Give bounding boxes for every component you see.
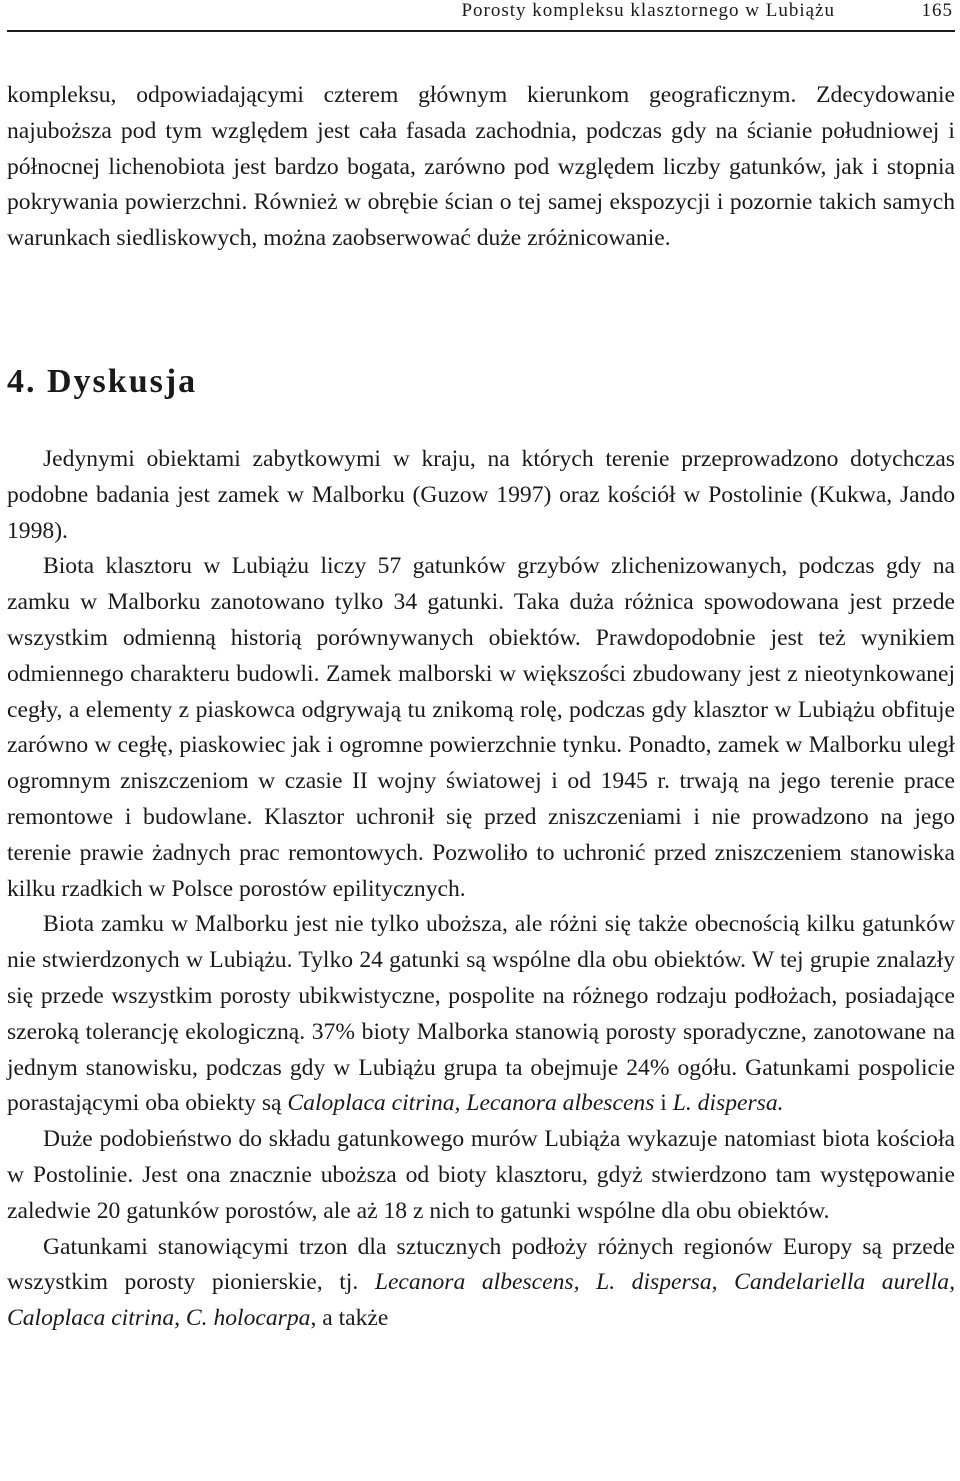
- species-names-c: Lecanora albescens, L. dispersa, Candelariella aurella, Caloplaca citrina, C. holocarpa: [7, 1269, 955, 1332]
- intro-paragraph: kompleksu, odpowiadającymi czterem głównym kierunkom geograficznym. Zdecydowanie najuboższa pod tym względem jest cała fasada zachodnia, podczas gdy na ścianie południowej i północnej lichenobiota jest bardzo bogata, zarówno pod względem liczby gatunków, jak i stopnia pokrywania powierzchni. Również w obrębie ścian o tej samej ekspozycji i pozornie takich samych warunkach siedliskowych, można zaobserwować duże zróżnicowanie.: [7, 82, 955, 252]
- paragraph-3-conj: i: [654, 1090, 673, 1117]
- paragraph-4: Duże podobieństwo do składu gatunkowego murów Lubiąża wykazuje natomiast biota kościoła w Postolinie. Jest ona znacznie uboższa od bioty klasztoru, gdyż stwierdzono tam występowanie zaledwie 20 gatunków porostów, ale aż 18 z nich to gatunki wspólne dla obu obiektów.: [7, 1126, 955, 1224]
- page-number: 165: [921, 0, 953, 21]
- discussion-body: [7, 442, 955, 1337]
- paragraph-1: Jedynymi obiektami zabytkowymi w kraju, na których terenie przeprowadzono dotychczas podobne badania jest zamek w Malborku (Guzow 1997) oraz kościół w Postolinie (Kukwa, Jando 1998).: [7, 446, 955, 544]
- species-names-a: Caloplaca citrina, Lecanora albescens: [287, 1090, 655, 1117]
- running-title: Porosty kompleksu klasztornego w Lubiążu: [461, 0, 835, 21]
- paragraph-2: Biota klasztoru w Lubiążu liczy 57 gatunków grzybów zlichenizowanych, podczas gdy na zamku w Malborku zanotowano tylko 34 gatunki. Taka duża różnica spowodowana jest przede wszystkim odmienną historią porównywanych obiektów. Prawdopodobnie jest też wynikiem odmiennego charakteru budowli. Zamek malborski w większości zbudowany jest z nieotynkowanej cegły, a elementy z piaskowca odgrywają tu znikomą rolę, podczas gdy klasztor w Lubiążu obfituje zarówno w cegłę, piaskowiec jak i ogromne powierzchnie tynku. Ponadto, zamek w Malborku uległ ogromnym zniszczeniom w czasie II wojny światowej i od 1945 r. trwają na jego terenie prace remontowe i budowlane. Klasztor uchronił się przed zniszczeniami i nie prowadzono na jego terenie prawie żadnych prac remontowych. Pozwoliło to uchronić przed zniszczeniem stanowiska kilku rzadkich w Polsce porostów epilitycznych.: [7, 553, 955, 902]
- paragraph-5-tail: , a także: [310, 1305, 389, 1332]
- paragraph-5-text: Gatunkami stanowiącymi trzon dla sztucznych podłoży różnych regionów Europy są przede wszystkim porosty pionierskie, tj.: [7, 1233, 955, 1296]
- species-names-b: L. dispersa.: [672, 1090, 784, 1117]
- section-heading: 4. Dyskusja: [7, 363, 198, 400]
- running-header: [7, 0, 955, 32]
- paragraph-3: [7, 907, 955, 1122]
- paragraph-5: [7, 1230, 955, 1337]
- paragraph-3-text: Biota zamku w Malborku jest nie tylko uboższa, ale różni się także obecnością kilku gatunków nie stwierdzonych w Lubiążu. Tylko 24 gatunki są wspólne dla obu obiektów. W tej grupie znalazły się przede wszystkim porosty ubikwistyczne, pospolite na różnego rodzaju podłożach, posiadające szeroką tolerancję ekologiczną. 37% bioty Malborka stanowią porosty sporadyczne, zanotowane na jednym stanowisku, podczas gdy w Lubiążu grupa ta obejmuje 24% ogółu. Gatunkami pospolicie porastającymi oba obiekty są: [7, 911, 955, 1117]
- document-page: [7, 0, 955, 1332]
- intro-block: [7, 78, 955, 257]
